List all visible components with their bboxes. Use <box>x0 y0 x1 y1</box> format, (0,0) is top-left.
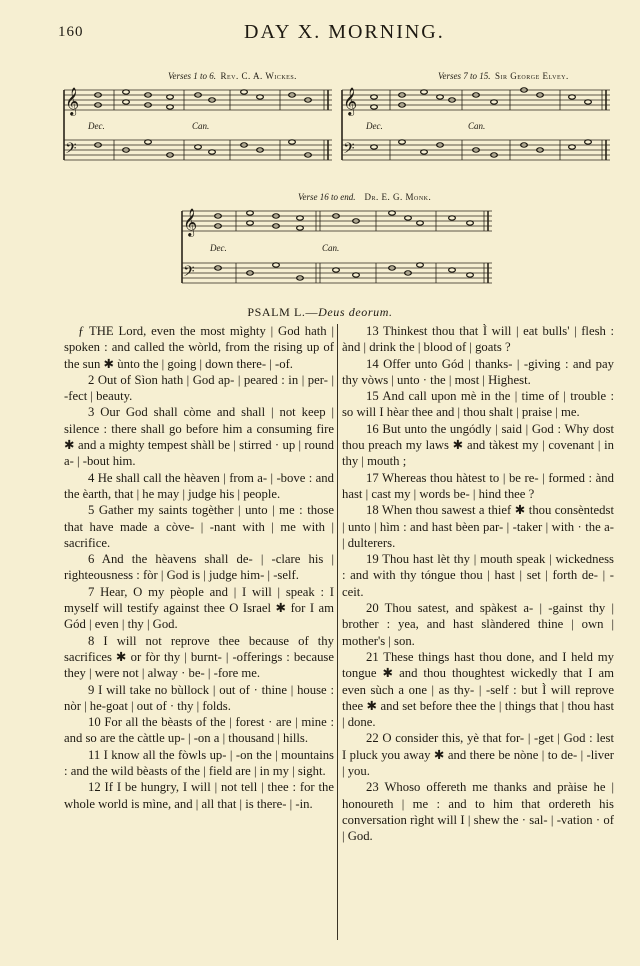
chant-3-can-label: Can. <box>322 243 340 253</box>
chant-3-verses: Verse 16 to end. <box>298 192 356 202</box>
chant-1-composer: Rev. C. A. Wickes. <box>220 71 297 81</box>
chant-2-can-label: Can. <box>468 121 486 131</box>
chant-1-music <box>62 82 334 170</box>
svg-text:𝄞: 𝄞 <box>343 87 358 115</box>
svg-text:𝄢: 𝄢 <box>343 140 355 161</box>
verse-3: 3 Our God shall còme and shall | not keep | silence : there shall go before him a consuming fire ✱ and a mighty tempest shàll be | stirred · up | round a- | -bout him. <box>64 405 334 469</box>
verse-1: ƒ THE Lord, even the most mìghty | God hath | spoken : and called the wòrld, from the rising up of the sun ✱ ùnto the | going | down there- | -of. <box>64 324 334 371</box>
verse-17: 17 Whereas thou hàtest to | be re- | formed : ànd hast | cast my | words be- | hind thee ? <box>342 470 614 501</box>
verse-6: 6 And the hèavens shall de- | -clare his | righteousness : fòr | God is | judge him- | -self. <box>64 552 334 583</box>
chant-3-music <box>180 203 496 291</box>
chant-2-dec-label: Dec. <box>366 121 383 131</box>
verse-8: 8 I will not reprove thee because of thy sacrifices ✱ or fòr thy | burnt- | -offerings : because they | were not | alway · be- | -fore me. <box>64 633 334 681</box>
verse-20: 20 Thou satest, and spàkest a- | -gainst thy | brother : yea, and hast slàndered thine | own | mother's | son. <box>342 601 614 648</box>
psalm-column-left <box>64 323 334 812</box>
verse-7: 7 Hear, O my pèople and | I will | speak : I myself will testify against thee O Israel ✱ for I am Gód | even | thy | God. <box>64 584 334 632</box>
verse-15: 15 And call upon mè in the | time of | trouble : so will I hèar thee and | thou shalt | praise | me. <box>342 389 614 420</box>
svg-text:𝄢: 𝄢 <box>65 140 77 161</box>
page-title: DAY X. MORNING. <box>244 21 445 43</box>
verse-16: 16 But unto the ungódly | said | God : Why dost thou preach my laws ✱ and tàkest my | covenant | in thy | mouth ; <box>342 421 614 469</box>
svg-text:𝄢: 𝄢 <box>183 263 195 284</box>
column-divider <box>337 324 338 940</box>
verse-10: 10 For all the bèasts of the | forest · are | mine : and so are the càttle up- | -on a | thousand | hills. <box>64 715 334 746</box>
verse-9: 9 I will take no bùllock | out of · thine | house : nòr | he-goat | out of · thy | folds. <box>64 682 334 713</box>
psalm-number: PSALM L.— <box>247 305 319 319</box>
verse-2: 2 Out of Sìon hath | God ap- | peared : in | per- | -fect | beauty. <box>64 372 334 404</box>
verse-22: 22 O consider this, yè that for- | -get | God : lest I pluck you away ✱ and there be nòne | to de- | -liver | you. <box>342 731 614 779</box>
chant-2-composer: Sir George Elvey. <box>495 71 569 81</box>
verse-13: 13 Thinkest thou that Ì will | eat bulls' | flesh : ànd | drink the | blood of | goats ? <box>342 324 614 355</box>
psalm-column-right <box>342 323 614 845</box>
verse-12: 12 If I be hungry, I will | not tell | thee : for the whole world is mìne, and | all that | is there- | -in. <box>64 780 334 811</box>
verse-4: 4 He shall call the hèaven | from a- | -bove : and the èarth, that | he may | judge his | people. <box>64 470 334 501</box>
verse-19: 19 Thou hast lèt thy | mouth speak | wickedness : and with thy tóngue thou | hast | set | forth de- | -ceit. <box>342 552 614 599</box>
verse-11: 11 I know all the fòwls up- | -on the | mountains : and the wild bèasts of the | field are | in my | sight. <box>64 747 334 779</box>
chant-1-credit <box>168 71 297 81</box>
psalm-incipit: Deus deorum. <box>318 305 393 319</box>
chant-1-dec-label: Dec. <box>88 121 105 131</box>
verse-14: 14 Offer unto Gód | thanks- | -giving : and pay thy vòws | unto · the | most | Highest. <box>342 356 614 387</box>
chant-1-verses: Verses 1 to 6. <box>168 71 216 81</box>
chant-1-can-label: Can. <box>192 121 210 131</box>
svg-text:𝄞: 𝄞 <box>65 87 80 115</box>
chant-2-credit <box>438 71 569 81</box>
psalm-heading <box>0 305 640 320</box>
chant-3-composer: Dr. E. G. Monk. <box>364 192 432 202</box>
chant-2-verses: Verses 7 to 15. <box>438 71 491 81</box>
page-number: 160 <box>58 24 84 40</box>
svg-text:𝄞: 𝄞 <box>183 208 198 236</box>
verse-23: 23 Whoso offereth me thanks and pràise he | honoureth | me : and to him that ordereth his conversation rìght will I | shew the · sal- | -vation · of | God. <box>342 780 614 844</box>
chant-3-dec-label: Dec. <box>210 243 227 253</box>
verse-21: 21 These things hast thou done, and I held my tongue ✱ and thou thoughtest wickedly that I am even sùch a one | as thy- | -self : but Ì will reprove thee ✱ and set before thee the | things that | thou hast | done. <box>342 649 614 730</box>
verse-5: 5 Gather my saints togèther | unto | me : those that have made a còve- | -nant with | me with | sacrifice. <box>64 503 334 550</box>
verse-18: 18 When thou sawest a thief ✱ thou consèntedst | unto | hìm : and hast bèen par- | -taker | with · the a- | dulterers. <box>342 503 614 550</box>
chant-3-credit <box>298 192 431 202</box>
chant-2-music <box>340 82 614 170</box>
